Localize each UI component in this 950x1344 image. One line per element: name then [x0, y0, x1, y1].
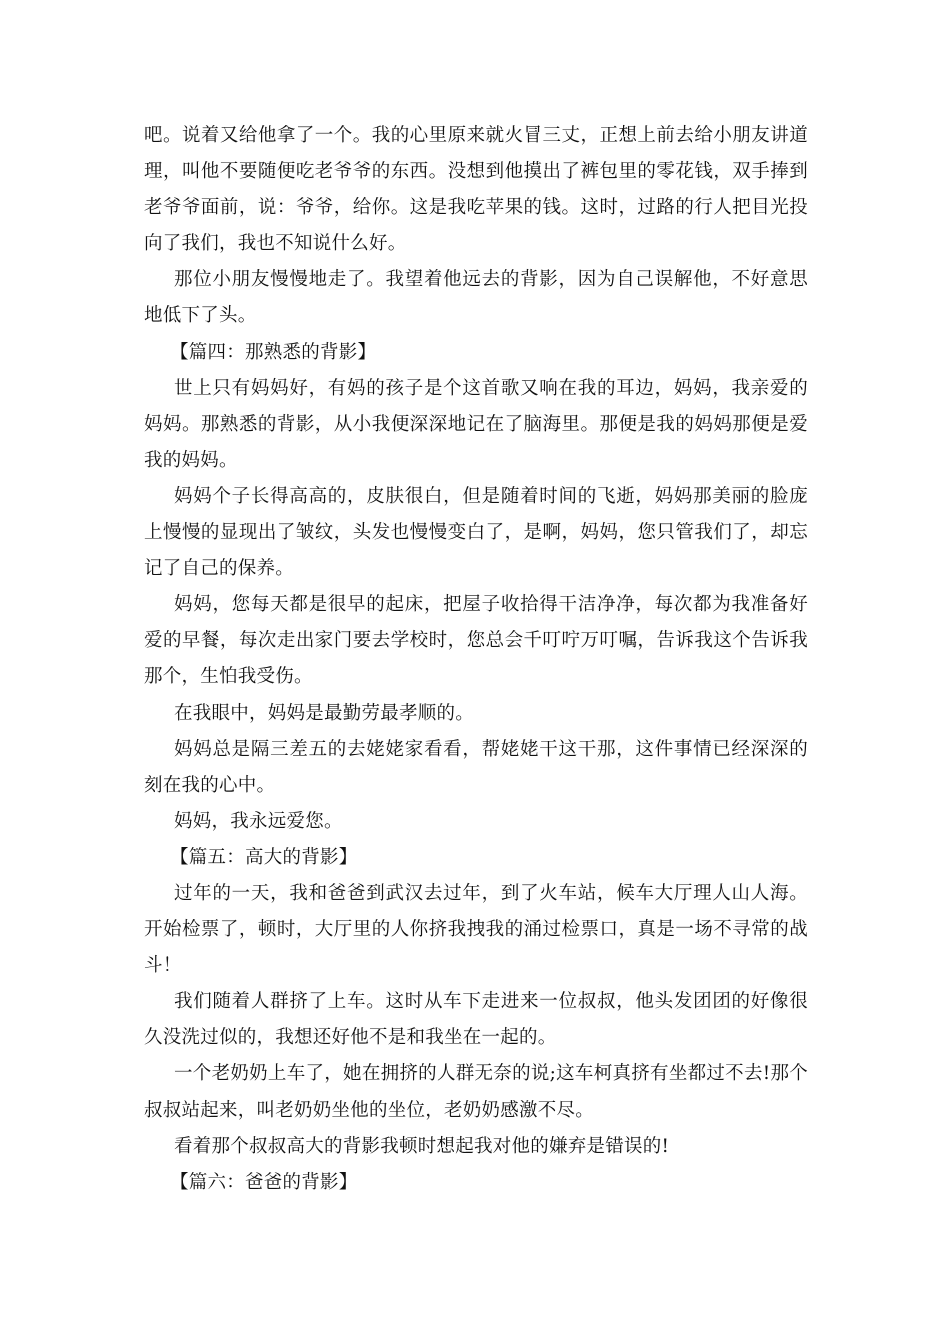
- section-heading-part-four: 【篇四：那熟悉的背影】: [170, 341, 377, 363]
- paragraph: 我们随着人群挤了上车。这时从车下走进来一位叔叔，他头发团团的好像很久没洗过似的，我想还好他不是和我坐在一起的。: [144, 991, 808, 1049]
- paragraph: 一个老奶奶上车了，她在拥挤的人群无奈的说;这车柯真挤有坐都过不去!那个叔叔站起来，叫老奶奶坐他的坐位，老奶奶感激不尽。: [144, 1063, 808, 1121]
- paragraph: 妈妈总是隔三差五的去姥姥家看看，帮姥姥干这干那，这件事情已经深深的刻在我的心中。: [144, 738, 808, 796]
- paragraph: 那位小朋友慢慢地走了。我望着他远去的背影，因为自己误解他，不好意思地低下了头。: [144, 269, 808, 327]
- document-body: [144, 118, 808, 1201]
- paragraph: 妈妈个子长得高高的，皮肤很白，但是随着时间的飞逝，妈妈那美丽的脸庞上慢慢的显现出了皱纹，头发也慢慢变白了，是啊，妈妈，您只管我们了，却忘记了自己的保养。: [144, 485, 808, 580]
- paragraph: 看着那个叔叔高大的背影我顿时想起我对他的嫌弃是错误的!: [174, 1135, 670, 1157]
- section-heading-part-six: 【篇六：爸爸的背影】: [170, 1171, 358, 1193]
- paragraph-continuation: 吧。说着又给他拿了一个。我的心里原来就火冒三丈，正想上前去给小朋友讲道理，叫他不要随便吃老爷爷的东西。没想到他摸出了裤包里的零花钱，双手捧到老爷爷面前，说：爷爷，给你。这是我吃苹果的钱。这时，过路的行人把目光投向了我们，我也不知说什么好。: [144, 125, 808, 255]
- paragraph: 妈妈，您每天都是很早的起床，把屋子收拾得干洁净净，每次都为我准备好爱的早餐，每次走出家门要去学校时，您总会千叮咛万叮嘱，告诉我这个告诉我那个，生怕我受伤。: [144, 594, 808, 688]
- paragraph: 世上只有妈妈好，有妈的孩子是个这首歌又响在我的耳边，妈妈，我亲爱的妈妈。那熟悉的背影，从小我便深深地记在了脑海里。那便是我的妈妈那便是爱我的妈妈。: [144, 377, 808, 471]
- paragraph: 过年的一天，我和爸爸到武汉去过年，到了火车站，候车大厅理人山人海。开始检票了，顿时，大厅里的人你挤我拽我的涌过检票口，真是一场不寻常的战斗！: [144, 882, 808, 977]
- paragraph: 在我眼中，妈妈是最勤劳最孝顺的。: [174, 702, 475, 724]
- paragraph: 妈妈，我永远爱您。: [174, 810, 343, 832]
- section-heading-part-five: 【篇五：高大的背影】: [170, 846, 358, 868]
